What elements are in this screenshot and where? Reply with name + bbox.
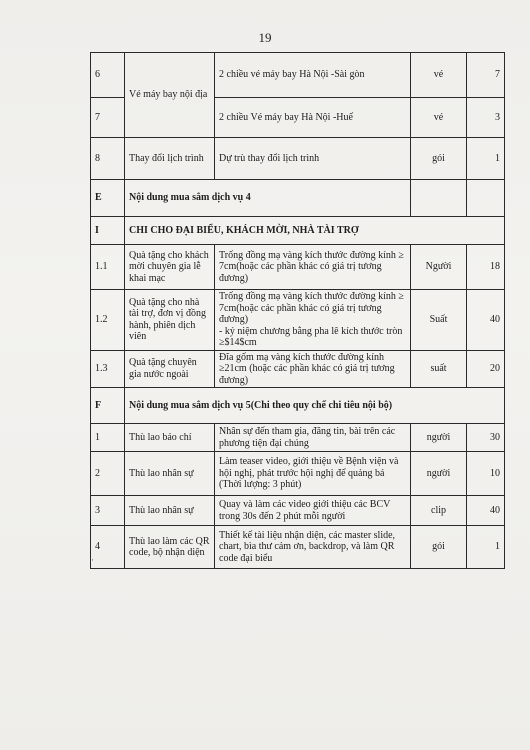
section-row: [91, 180, 505, 217]
item-unit: người: [411, 452, 467, 496]
item-unit: vé: [411, 98, 467, 138]
table-row: [91, 452, 505, 496]
row-number: 1: [91, 424, 125, 452]
section-row: [91, 217, 505, 245]
item-quantity: 10: [467, 452, 505, 496]
item-spec: Quay và làm các video giới thiệu các BCV trong 30s đến 2 phút mỗi người: [215, 496, 411, 526]
item-quantity: 40: [467, 290, 505, 351]
procurement-table: [90, 52, 505, 569]
item-quantity: 40: [467, 496, 505, 526]
table-row: [91, 350, 505, 388]
item-unit: vé: [411, 53, 467, 98]
page-number: 19: [258, 30, 272, 45]
item-unit: clip: [411, 496, 467, 526]
item-name: Thù lao nhân sự: [125, 496, 215, 526]
row-number: 3: [91, 496, 125, 526]
section-id: E: [91, 180, 125, 217]
empty-cell: [467, 180, 505, 217]
row-number: 4: [91, 526, 125, 569]
row-number: 1.3: [91, 350, 125, 388]
item-spec: Đĩa gốm mạ vàng kích thước đường kính ≥21cm (hoặc các phần khác có giá trị tương đương): [215, 350, 411, 388]
item-unit: gói: [411, 526, 467, 569]
item-spec: Trống đồng mạ vàng kích thước đường kính ≥ 7cm(hoặc các phần khác có giá trị tương đương): [215, 245, 411, 290]
item-quantity: 1: [467, 526, 505, 569]
item-spec: Dự trù thay đổi lịch trình: [215, 138, 411, 180]
row-number: 1.2: [91, 290, 125, 351]
item-spec: Thiết kế tài liệu nhận diện, các master slide, chart, bìa thư cảm ơn, backdrop, và làm QR code đại biểu: [215, 526, 411, 569]
table-row: [91, 53, 505, 98]
item-spec: 2 chiều Vé máy bay Hà Nội -Huế: [215, 98, 411, 138]
item-unit: gói: [411, 138, 467, 180]
table-row: [91, 526, 505, 569]
section-title: Nội dung mua sắm dịch vụ 5(Chi theo quy chế chi tiêu nội bộ): [125, 388, 505, 424]
item-spec: [215, 290, 411, 351]
item-quantity: 1: [467, 138, 505, 180]
table-row: [91, 290, 505, 351]
table-row: [91, 245, 505, 290]
item-name: Thay đổi lịch trình: [125, 138, 215, 180]
row-number: 6: [91, 53, 125, 98]
item-quantity: 18: [467, 245, 505, 290]
item-quantity: 30: [467, 424, 505, 452]
item-quantity: 3: [467, 98, 505, 138]
item-name: Quà tặng chuyên gia nước ngoài: [125, 350, 215, 388]
item-unit: người: [411, 424, 467, 452]
item-spec-text: Trống đồng mạ vàng kích thước đường kính ≥ 7cm(hoặc các phần khác có giá trị tương đương) - kỷ niệm chương bằng pha lê kích thước tròn ≥$14$cm: [219, 291, 404, 348]
item-name: Vé máy bay nội địa: [125, 53, 215, 138]
row-number: 1.1: [91, 245, 125, 290]
section-id: F: [91, 388, 125, 424]
item-spec: 2 chiều vé máy bay Hà Nội -Sài gòn: [215, 53, 411, 98]
table-row: [91, 138, 505, 180]
tail-mark: ·: [91, 555, 94, 565]
item-spec: Nhân sự đến tham gia, đăng tin, bài trên các phương tiện đại chúng: [215, 424, 411, 452]
section-title: Nội dung mua sắm dịch vụ 4: [125, 180, 411, 217]
item-name: Thù lao làm các QR code, bộ nhận diện: [125, 526, 215, 569]
item-unit: Người: [411, 245, 467, 290]
item-name: Thù lao nhân sự: [125, 452, 215, 496]
item-name: Quà tặng cho nhà tài trợ, đơn vị đồng hành, phiên dịch viên: [125, 290, 215, 351]
section-id: I: [91, 217, 125, 245]
empty-cell: [411, 180, 467, 217]
item-unit: suất: [411, 350, 467, 388]
row-number: 7: [91, 98, 125, 138]
item-unit: Suất: [411, 290, 467, 351]
table-row: [91, 424, 505, 452]
row-number: 8: [91, 138, 125, 180]
item-quantity: 7: [467, 53, 505, 98]
item-name: Quà tặng cho khách mời chuyên gia lễ khai mạc: [125, 245, 215, 290]
table-row: [91, 496, 505, 526]
section-row: [91, 388, 505, 424]
item-name: Thù lao báo chí: [125, 424, 215, 452]
row-number: 2: [91, 452, 125, 496]
item-spec: Làm teaser video, giới thiệu về Bệnh viện và hội nghị, phát trước hội nghị để quảng bá (Thời lượng: 3 phút): [215, 452, 411, 496]
item-quantity: 20: [467, 350, 505, 388]
section-title: CHI CHO ĐẠI BIỂU, KHÁCH MỜI, NHÀ TÀI TRỢ: [125, 217, 505, 245]
